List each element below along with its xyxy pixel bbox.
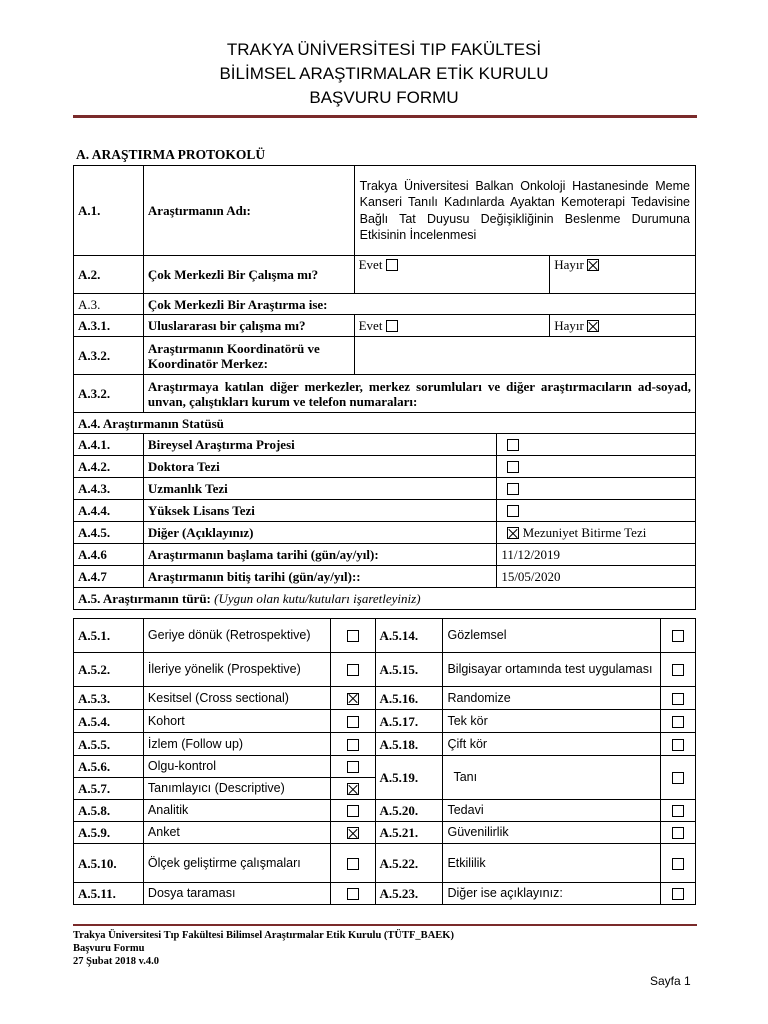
code: A.5.23. bbox=[375, 883, 443, 905]
no-cell bbox=[550, 256, 696, 294]
footer-divider bbox=[73, 924, 697, 926]
checkbox[interactable] bbox=[347, 716, 359, 728]
no-checkbox-checked[interactable] bbox=[587, 259, 599, 271]
label: Dosya taraması bbox=[143, 883, 330, 905]
cb-cell bbox=[330, 844, 375, 883]
code: A.4.7 bbox=[74, 566, 144, 588]
label: Diğer (Açıklayınız) bbox=[143, 522, 496, 544]
code: A.5.6. bbox=[74, 756, 144, 778]
status-cell bbox=[497, 500, 696, 522]
cb-cell bbox=[330, 778, 375, 800]
yes-checkbox[interactable] bbox=[386, 259, 398, 271]
checkbox[interactable] bbox=[347, 805, 359, 817]
label: Olgu-kontrol bbox=[143, 756, 330, 778]
type-row bbox=[74, 653, 696, 687]
cb-cell bbox=[330, 687, 375, 710]
checkbox[interactable] bbox=[672, 772, 684, 784]
checkbox[interactable] bbox=[347, 858, 359, 870]
row-a2 bbox=[74, 256, 696, 294]
code: A.4.1. bbox=[74, 434, 144, 456]
end-date-value[interactable]: 15/05/2020 bbox=[497, 566, 696, 588]
code: A.5.4. bbox=[74, 710, 144, 733]
row-a46 bbox=[74, 544, 696, 566]
cb-cell bbox=[330, 800, 375, 822]
cb-cell bbox=[330, 733, 375, 756]
checkbox[interactable] bbox=[672, 827, 684, 839]
row-a47 bbox=[74, 566, 696, 588]
code: A.4.3. bbox=[74, 478, 144, 500]
checkbox-checked[interactable] bbox=[347, 693, 359, 705]
footer-line-3: 27 Şubat 2018 v.4.0 bbox=[73, 956, 160, 967]
checkbox[interactable] bbox=[672, 888, 684, 900]
label: Kesitsel (Cross sectional) bbox=[143, 687, 330, 710]
code: A.3. bbox=[74, 294, 144, 315]
section-title: A. ARAŞTIRMA PROTOKOLÜ bbox=[76, 147, 266, 162]
type-row bbox=[74, 800, 696, 822]
label: Tedavi bbox=[443, 800, 661, 822]
cb-cell bbox=[330, 883, 375, 905]
label: Araştırmanın Adı: bbox=[143, 166, 354, 256]
code: A.5.3. bbox=[74, 687, 144, 710]
row-a42 bbox=[74, 456, 696, 478]
checkbox[interactable] bbox=[347, 664, 359, 676]
code: A.5.11. bbox=[74, 883, 144, 905]
code: A.5.8. bbox=[74, 800, 144, 822]
code: A.5.9. bbox=[74, 822, 144, 844]
cb-cell bbox=[330, 619, 375, 653]
a4-title: A.4. Araştırmanın Statüsü bbox=[74, 413, 696, 434]
label: Tanımlayıcı (Descriptive) bbox=[143, 778, 330, 800]
yes-label: Evet bbox=[358, 318, 383, 333]
checkbox-checked[interactable] bbox=[347, 827, 359, 839]
page-number: Sayfa 1 bbox=[650, 974, 691, 988]
code: A.5.7. bbox=[74, 778, 144, 800]
yes-cell bbox=[354, 315, 550, 337]
code: A.5.22. bbox=[375, 844, 443, 883]
cb-cell bbox=[330, 822, 375, 844]
label: Anket bbox=[143, 822, 330, 844]
label: Diğer ise açıklayınız: bbox=[443, 883, 661, 905]
code: A.5.21. bbox=[375, 822, 443, 844]
cb-cell bbox=[330, 710, 375, 733]
row-a31 bbox=[74, 315, 696, 337]
type-row bbox=[74, 883, 696, 905]
label: Bireysel Araştırma Projesi bbox=[143, 434, 496, 456]
label: Çok Merkezli Bir Araştırma ise: bbox=[143, 294, 695, 315]
row-a45 bbox=[74, 522, 696, 544]
yes-checkbox[interactable] bbox=[386, 320, 398, 332]
header-line-1: TRAKYA ÜNİVERSİTESİ TIP FAKÜLTESİ bbox=[226, 40, 542, 59]
code: A.3.2. bbox=[74, 375, 144, 413]
label: Yüksek Lisans Tezi bbox=[143, 500, 496, 522]
label: Tek kör bbox=[443, 710, 661, 733]
code: A.4.5. bbox=[74, 522, 144, 544]
checkbox[interactable] bbox=[507, 483, 519, 495]
cb-cell bbox=[661, 710, 696, 733]
code: A.5.5. bbox=[74, 733, 144, 756]
checkbox[interactable] bbox=[347, 630, 359, 642]
row-a43 bbox=[74, 478, 696, 500]
a5-title: A.5. Araştırmanın türü: bbox=[78, 591, 211, 606]
label: Araştırmanın Koordinatörü ve Koordinatör Merkez: bbox=[143, 337, 354, 375]
no-cell bbox=[550, 315, 696, 337]
cb-cell bbox=[661, 619, 696, 653]
type-row bbox=[74, 710, 696, 733]
row-a4-title bbox=[74, 413, 696, 434]
header-divider bbox=[73, 115, 697, 118]
label: İleriye yönelik (Prospektive) bbox=[143, 653, 330, 687]
row-a5-title bbox=[74, 588, 696, 610]
research-title-value[interactable]: Trakya Üniversitesi Balkan Onkoloji Hastanesinde Meme Kanseri Tanılı Kadınlarda Ayaktan Kemoterapi Tedavisine Bağlı Tat Duyusu Değişikliğinin Beslenme Durumuna Etkisinin İncelenmesi bbox=[354, 166, 695, 256]
code: A.4.2. bbox=[74, 456, 144, 478]
no-checkbox-checked[interactable] bbox=[587, 320, 599, 332]
cb-cell bbox=[661, 822, 696, 844]
row-a32 bbox=[74, 337, 696, 375]
type-row bbox=[74, 756, 696, 778]
cb-cell bbox=[661, 653, 696, 687]
label: İzlem (Follow up) bbox=[143, 733, 330, 756]
label: Bilgisayar ortamında test uygulaması bbox=[443, 653, 661, 687]
checkbox-checked[interactable] bbox=[507, 527, 519, 539]
code: A.5.18. bbox=[375, 733, 443, 756]
code: A.5.17. bbox=[375, 710, 443, 733]
code: A.1. bbox=[74, 166, 144, 256]
checkbox[interactable] bbox=[347, 739, 359, 751]
label: Gözlemsel bbox=[443, 619, 661, 653]
status-cell bbox=[497, 478, 696, 500]
checkbox[interactable] bbox=[347, 888, 359, 900]
label: Randomize bbox=[443, 687, 661, 710]
cb-cell bbox=[661, 687, 696, 710]
checkbox[interactable] bbox=[507, 439, 519, 451]
label: Güvenilirlik bbox=[443, 822, 661, 844]
type-row bbox=[74, 822, 696, 844]
checkbox[interactable] bbox=[672, 739, 684, 751]
type-row bbox=[74, 733, 696, 756]
label: Araştırmanın başlama tarihi (gün/ay/yıl): bbox=[143, 544, 496, 566]
label: Çok Merkezli Bir Çalışma mı? bbox=[143, 256, 354, 294]
row-a3 bbox=[74, 294, 696, 315]
checkbox[interactable] bbox=[672, 716, 684, 728]
label: Analitik bbox=[143, 800, 330, 822]
checkbox-checked[interactable] bbox=[347, 783, 359, 795]
label: Etkililik bbox=[443, 844, 661, 883]
code: A.5.19. bbox=[375, 756, 443, 800]
status-cell bbox=[497, 434, 696, 456]
cb-cell bbox=[330, 756, 375, 778]
checkbox[interactable] bbox=[672, 693, 684, 705]
cb-cell bbox=[330, 653, 375, 687]
checkbox[interactable] bbox=[672, 858, 684, 870]
label: Doktora Tezi bbox=[143, 456, 496, 478]
label: Uluslararası bir çalışma mı? bbox=[143, 315, 354, 337]
label: Çift kör bbox=[443, 733, 661, 756]
code: A.2. bbox=[74, 256, 144, 294]
footer-line-2: Başvuru Formu bbox=[73, 943, 145, 954]
code: A.3.1. bbox=[74, 315, 144, 337]
cb-cell bbox=[661, 883, 696, 905]
code: A.5.1. bbox=[74, 619, 144, 653]
type-row bbox=[74, 687, 696, 710]
label: Tanı bbox=[443, 756, 661, 800]
code: A.5.14. bbox=[375, 619, 443, 653]
code: A.5.2. bbox=[74, 653, 144, 687]
cb-cell bbox=[661, 800, 696, 822]
row-a32b bbox=[74, 375, 696, 413]
header-line-3: BAŞVURU FORMU bbox=[309, 88, 459, 107]
a5-hint: (Uygun olan kutu/kutuları işaretleyiniz) bbox=[214, 591, 421, 606]
form-header bbox=[0, 38, 768, 110]
code: A.5.16. bbox=[375, 687, 443, 710]
label: Araştırmaya katılan diğer merkezler, merkez sorumluları ve diğer araştırmacıların ad-soyad, unvan, çalıştıkları kurum ve telefon numaraları: bbox=[143, 375, 695, 413]
code: A.4.6 bbox=[74, 544, 144, 566]
no-label: Hayır bbox=[554, 257, 584, 272]
label: Araştırmanın bitiş tarihi (gün/ay/yıl):: bbox=[143, 566, 496, 588]
label: Geriye dönük (Retrospektive) bbox=[143, 619, 330, 653]
yes-cell bbox=[354, 256, 550, 294]
header-line-2: BİLİMSEL ARAŞTIRMALAR ETİK KURULU bbox=[219, 64, 549, 83]
checkbox[interactable] bbox=[672, 664, 684, 676]
checkbox[interactable] bbox=[507, 505, 519, 517]
cb-cell bbox=[661, 756, 696, 800]
checkbox[interactable] bbox=[672, 630, 684, 642]
research-type-table bbox=[73, 618, 696, 905]
status-cell bbox=[497, 456, 696, 478]
row-a44 bbox=[74, 500, 696, 522]
checkbox[interactable] bbox=[347, 761, 359, 773]
row-a1 bbox=[74, 166, 696, 256]
code: A.5.15. bbox=[375, 653, 443, 687]
protocol-table-top bbox=[73, 165, 696, 610]
cb-cell bbox=[661, 733, 696, 756]
code: A.3.2. bbox=[74, 337, 144, 375]
label: Kohort bbox=[143, 710, 330, 733]
footer-line-1: Trakya Üniversitesi Tıp Fakültesi Bilimsel Araştırmalar Etik Kurulu (TÜTF_BAEK) bbox=[73, 930, 454, 941]
footer bbox=[73, 929, 454, 968]
start-date-value[interactable]: 11/12/2019 bbox=[497, 544, 696, 566]
type-row bbox=[74, 844, 696, 883]
row-a41 bbox=[74, 434, 696, 456]
type-row bbox=[74, 619, 696, 653]
code: A.4.4. bbox=[74, 500, 144, 522]
label: Uzmanlık Tezi bbox=[143, 478, 496, 500]
cb-cell bbox=[661, 844, 696, 883]
yes-label: Evet bbox=[358, 257, 383, 272]
label: Ölçek geliştirme çalışmaları bbox=[143, 844, 330, 883]
code: A.5.10. bbox=[74, 844, 144, 883]
checkbox[interactable] bbox=[672, 805, 684, 817]
checkbox[interactable] bbox=[507, 461, 519, 473]
coordinator-value[interactable] bbox=[354, 337, 695, 375]
status-cell bbox=[497, 522, 696, 544]
code: A.5.20. bbox=[375, 800, 443, 822]
a5-title-cell bbox=[74, 588, 696, 610]
no-label: Hayır bbox=[554, 318, 584, 333]
other-value[interactable]: Mezuniyet Bitirme Tezi bbox=[522, 525, 647, 540]
